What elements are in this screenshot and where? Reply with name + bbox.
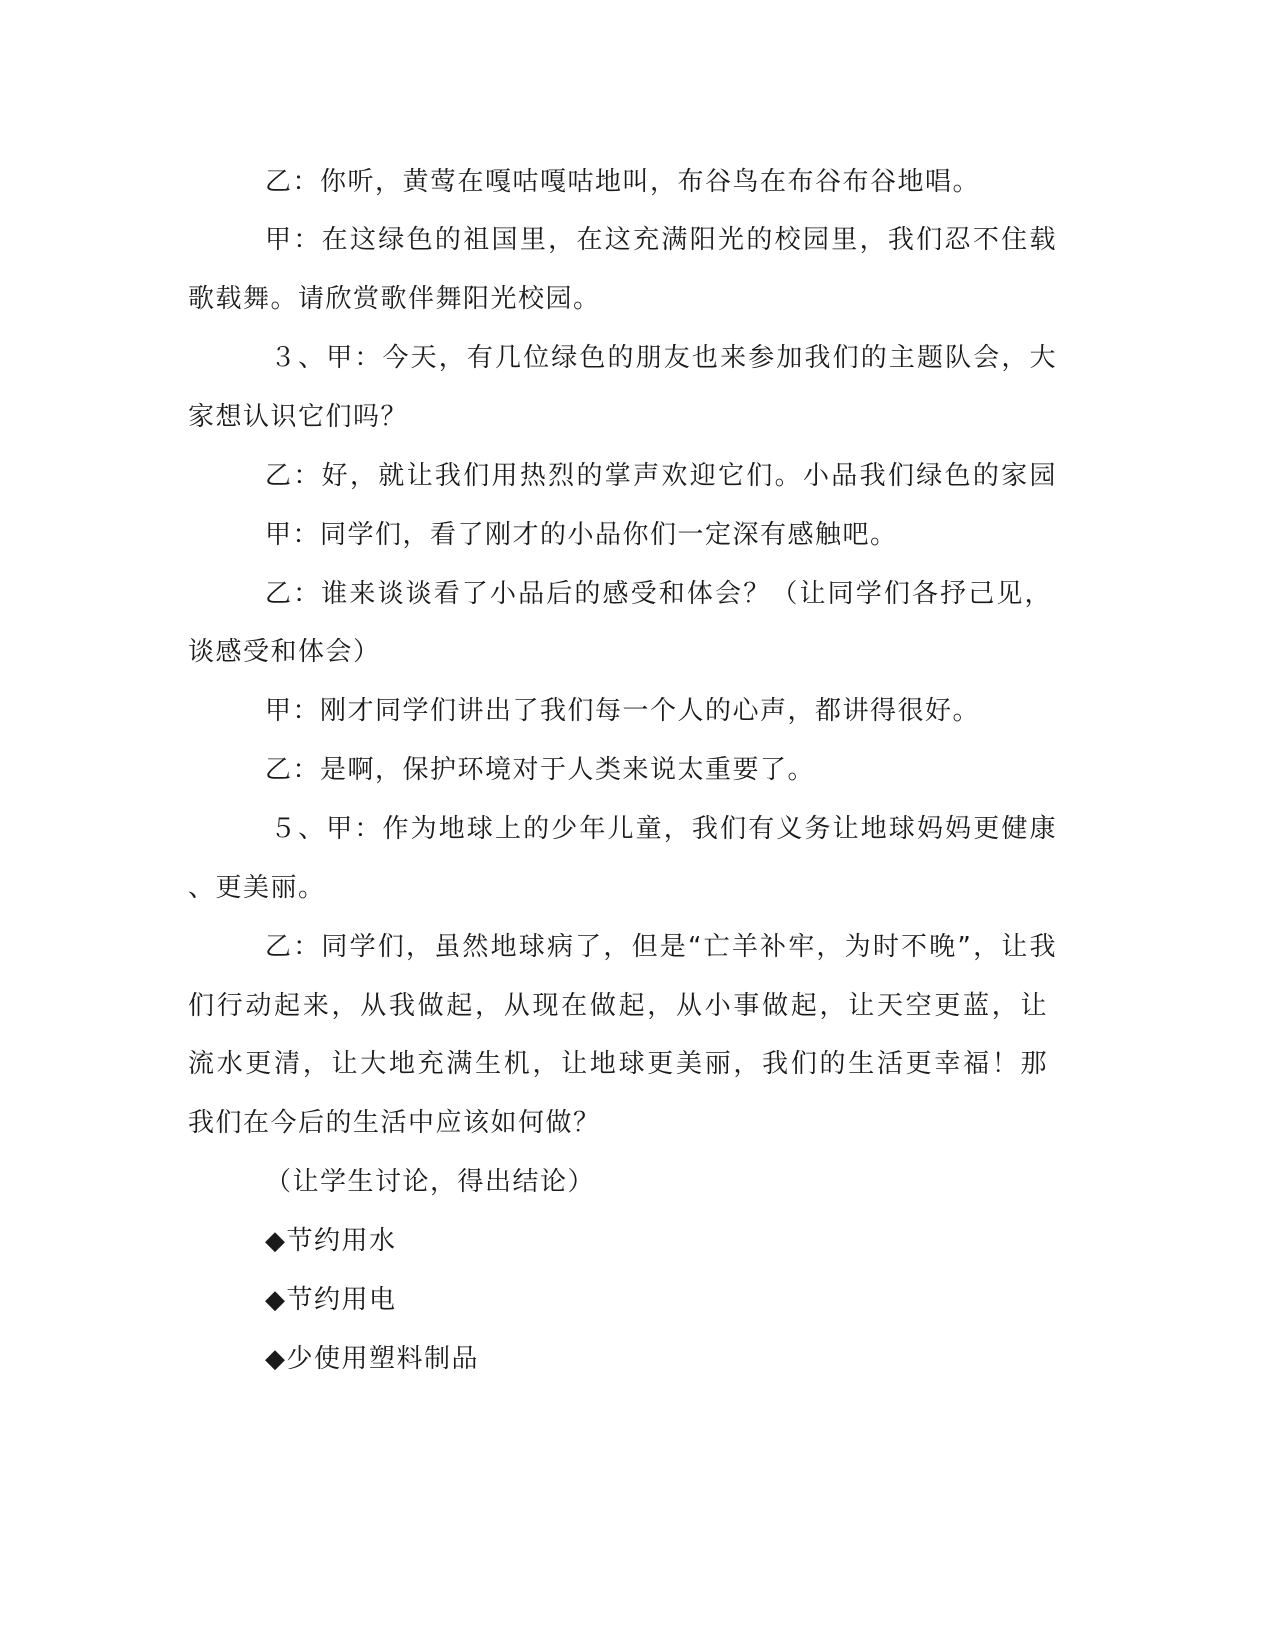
text-line: 谈感受和体会）	[188, 637, 381, 667]
text-line: （让学生讨论，得出结论）	[265, 1167, 596, 1197]
bullet-item: ◆少使用塑料制品	[265, 1344, 479, 1374]
text-line: 乙：好，就让我们用热烈的掌声欢迎它们。小品我们绿色的家园	[265, 461, 1057, 491]
bullet-item: ◆节约用水	[265, 1226, 397, 1256]
text-line: 流水更清，让大地充满生机，让地球更美丽，我们的生活更幸福！那	[188, 1049, 1048, 1079]
text-line: 我们在今后的生活中应该如何做？	[188, 1108, 601, 1138]
text-line: 甲：在这绿色的祖国里，在这充满阳光的校园里，我们忍不住载	[265, 225, 1057, 255]
text-line: 们行动起来，从我做起，从现在做起，从小事做起，让天空更蓝，让	[188, 991, 1048, 1021]
text-line: 甲：同学们，看了刚才的小品你们一定深有感触吧。	[265, 520, 898, 550]
text-line: 乙：你听，黄莺在嘎咕嘎咕地叫，布谷鸟在布谷布谷地唱。	[265, 167, 981, 197]
text-line: 乙：谁来谈谈看了小品后的感受和体会？（让同学们各抒己见，	[265, 579, 1052, 609]
text-line: 乙：是啊，保护环境对于人类来说太重要了。	[265, 755, 816, 785]
text-line: 甲：刚才同学们讲出了我们每一个人的心声，都讲得很好。	[265, 696, 981, 726]
text-line: 家想认识它们吗？	[188, 402, 409, 432]
text-line: ３、甲：今天，有几位绿色的朋友也来参加我们的主题队会，大	[270, 343, 1057, 373]
text-line: ５、甲：作为地球上的少年儿童，我们有义务让地球妈妈更健康	[270, 814, 1057, 844]
bullet-item: ◆节约用电	[265, 1285, 397, 1315]
text-line: 、更美丽。	[188, 873, 326, 903]
text-line: 歌载舞。请欣赏歌伴舞阳光校园。	[188, 284, 601, 314]
text-line: 乙：同学们，虽然地球病了，但是“亡羊补牢，为时不晚”，让我	[265, 932, 1057, 962]
